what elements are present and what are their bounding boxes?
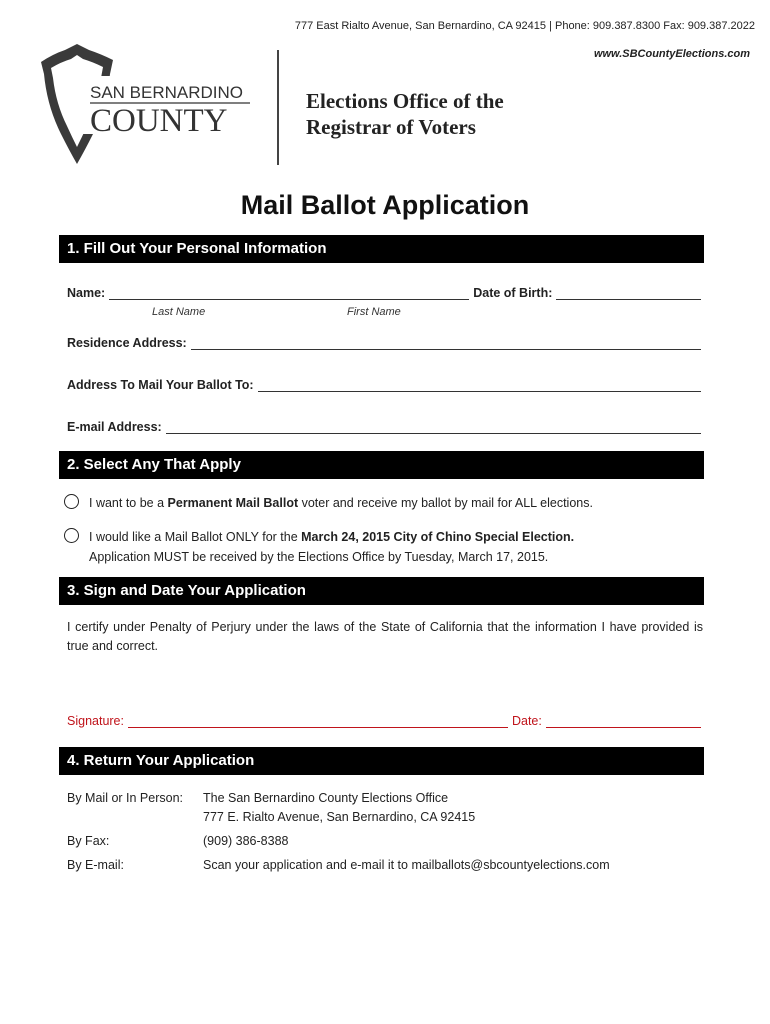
special-election-radio[interactable] <box>64 528 79 543</box>
email-method-label: By E-mail: <box>67 858 124 872</box>
dob-field[interactable] <box>556 287 701 300</box>
mail-address-field[interactable] <box>258 379 701 392</box>
email-field[interactable] <box>166 421 701 434</box>
special-election-option-text: I would like a Mail Ballot ONLY for the March 24, 2015 City of Chino Special Election. Application MUST be received by the Elections Office by Tuesday, March 17, 2015. <box>89 530 575 564</box>
office-title <box>306 88 504 140</box>
county-logo <box>35 40 265 168</box>
section2-heading: 2. Select Any That Apply <box>59 451 704 479</box>
mail-method-line2: 777 E. Rialto Avenue, San Bernardino, CA 92415 <box>203 810 476 824</box>
section1-heading: 1. Fill Out Your Personal Information <box>59 235 704 263</box>
office-title-line1: Elections Office of the <box>306 89 504 113</box>
header-divider <box>277 50 279 165</box>
dob-label: Date of Birth: <box>473 286 553 300</box>
name-field[interactable] <box>109 287 469 300</box>
website-link[interactable]: www.SBCountyElections.com <box>593 48 750 60</box>
county-shield-icon <box>35 40 265 168</box>
mail-address-label: Address To Mail Your Ballot To: <box>67 378 254 392</box>
residence-label: Residence Address: <box>67 336 187 350</box>
permanent-option-text: I want to be a Permanent Mail Ballot voter and receive my ballot by mail for ALL elections. <box>89 496 593 510</box>
mail-address-row <box>67 378 701 392</box>
office-title-line2: Registrar of Voters <box>306 115 476 139</box>
signature-row <box>67 714 701 728</box>
certify-text: I certify under Penalty of Perjury under the laws of the State of California that the information I have provided is true and correct. <box>67 620 703 653</box>
name-row <box>67 286 701 300</box>
fax-number: (909) 386-8388 <box>203 834 289 848</box>
mail-method-line1: The San Bernardino County Elections Office <box>203 791 449 805</box>
mail-method-label: By Mail or In Person: <box>67 791 184 805</box>
last-name-sublabel: Last Name <box>152 306 206 318</box>
email-label: E-mail Address: <box>67 420 162 434</box>
residence-row <box>67 336 701 350</box>
contact-line: 777 East Rialto Avenue, San Bernardino, CA 92415 | Phone: 909.387.8300 Fax: 909.387.2022 <box>294 20 755 32</box>
section3-heading: 3. Sign and Date Your Application <box>59 577 704 605</box>
email-row <box>67 420 701 434</box>
permanent-radio[interactable] <box>64 494 79 509</box>
residence-field[interactable] <box>191 337 701 350</box>
section4-heading: 4. Return Your Application <box>59 747 704 775</box>
name-label: Name: <box>67 286 106 300</box>
logo-text-line2: COUNTY <box>90 103 228 139</box>
signature-field[interactable] <box>128 715 508 728</box>
date-field[interactable] <box>546 715 701 728</box>
first-name-sublabel: First Name <box>347 306 401 318</box>
date-label: Date: <box>511 714 542 728</box>
fax-method-label: By Fax: <box>67 834 110 848</box>
signature-label: Signature: <box>67 714 124 728</box>
logo-text-line1: SAN BERNARDINO <box>90 83 244 102</box>
page-title: Mail Ballot Application <box>240 190 530 220</box>
email-instructions: Scan your application and e-mail it to mailballots@sbcountyelections.com <box>203 858 610 872</box>
